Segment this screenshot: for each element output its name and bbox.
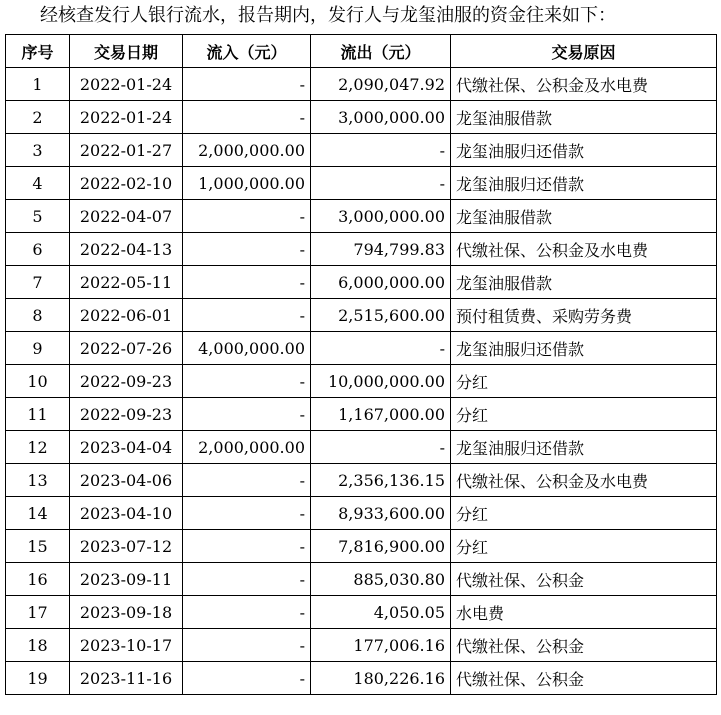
cell-serial-no: 18 xyxy=(6,629,70,662)
cell-outflow: 3,000,000.00 xyxy=(311,200,451,233)
cell-transaction-date: 2022-06-01 xyxy=(70,299,183,332)
cell-transaction-date: 2022-09-23 xyxy=(70,398,183,431)
cell-inflow: - xyxy=(183,464,311,497)
cell-outflow: - xyxy=(311,332,451,365)
table-row xyxy=(6,233,717,266)
cell-reason: 代缴社保、公积金 xyxy=(451,563,717,596)
cell-reason: 代缴社保、公积金及水电费 xyxy=(451,233,717,266)
cell-inflow: - xyxy=(183,365,311,398)
cell-transaction-date: 2022-01-24 xyxy=(70,101,183,134)
table-body xyxy=(6,68,717,695)
cell-reason: 代缴社保、公积金及水电费 xyxy=(451,464,717,497)
cell-inflow: 2,000,000.00 xyxy=(183,431,311,464)
cell-serial-no: 19 xyxy=(6,662,70,695)
cell-transaction-date: 2023-04-06 xyxy=(70,464,183,497)
cell-inflow: - xyxy=(183,266,311,299)
cell-transaction-date: 2023-09-11 xyxy=(70,563,183,596)
cell-inflow: - xyxy=(183,530,311,563)
cell-transaction-date: 2022-09-23 xyxy=(70,365,183,398)
cell-serial-no: 5 xyxy=(6,200,70,233)
cell-reason: 分红 xyxy=(451,365,717,398)
cell-reason: 龙玺油服借款 xyxy=(451,101,717,134)
cell-transaction-date: 2022-01-24 xyxy=(70,68,183,101)
cell-outflow: - xyxy=(311,134,451,167)
cell-serial-no: 8 xyxy=(6,299,70,332)
cell-reason: 代缴社保、公积金及水电费 xyxy=(451,68,717,101)
table-row xyxy=(6,497,717,530)
cell-inflow: - xyxy=(183,398,311,431)
cell-inflow: - xyxy=(183,200,311,233)
intro-paragraph: 经核查发行人银行流水，报告期内，发行人与龙玺油服的资金往来如下： xyxy=(40,5,616,26)
cell-reason: 分红 xyxy=(451,398,717,431)
cell-inflow: 4,000,000.00 xyxy=(183,332,311,365)
cell-reason: 龙玺油服借款 xyxy=(451,266,717,299)
cell-outflow: - xyxy=(311,167,451,200)
cell-inflow: - xyxy=(183,68,311,101)
cell-outflow: - xyxy=(311,431,451,464)
cell-transaction-date: 2023-04-04 xyxy=(70,431,183,464)
header-reason: 交易原因 xyxy=(451,35,717,68)
cell-transaction-date: 2023-09-18 xyxy=(70,596,183,629)
cell-outflow: 794,799.83 xyxy=(311,233,451,266)
cell-serial-no: 15 xyxy=(6,530,70,563)
cell-transaction-date: 2023-07-12 xyxy=(70,530,183,563)
cell-outflow: 1,167,000.00 xyxy=(311,398,451,431)
cell-transaction-date: 2022-07-26 xyxy=(70,332,183,365)
cell-outflow: 180,226.16 xyxy=(311,662,451,695)
cell-outflow: 7,816,900.00 xyxy=(311,530,451,563)
table-row xyxy=(6,530,717,563)
cell-serial-no: 11 xyxy=(6,398,70,431)
cell-reason: 龙玺油服借款 xyxy=(451,200,717,233)
cell-outflow: 2,090,047.92 xyxy=(311,68,451,101)
table-row xyxy=(6,167,717,200)
cell-reason: 龙玺油服归还借款 xyxy=(451,134,717,167)
cell-serial-no: 16 xyxy=(6,563,70,596)
cell-outflow: 177,006.16 xyxy=(311,629,451,662)
cell-serial-no: 14 xyxy=(6,497,70,530)
cell-reason: 代缴社保、公积金 xyxy=(451,662,717,695)
cell-outflow: 10,000,000.00 xyxy=(311,365,451,398)
cell-serial-no: 17 xyxy=(6,596,70,629)
cell-inflow: - xyxy=(183,299,311,332)
table-row xyxy=(6,299,717,332)
cell-serial-no: 13 xyxy=(6,464,70,497)
cell-outflow: 2,515,600.00 xyxy=(311,299,451,332)
cell-outflow: 8,933,600.00 xyxy=(311,497,451,530)
cell-inflow: 2,000,000.00 xyxy=(183,134,311,167)
cell-inflow: - xyxy=(183,233,311,266)
cell-outflow: 4,050.05 xyxy=(311,596,451,629)
table-header-row xyxy=(6,35,717,68)
table-row xyxy=(6,629,717,662)
table-row xyxy=(6,596,717,629)
cell-serial-no: 6 xyxy=(6,233,70,266)
cell-transaction-date: 2022-05-11 xyxy=(70,266,183,299)
table-row xyxy=(6,101,717,134)
cell-inflow: - xyxy=(183,629,311,662)
cell-reason: 龙玺油服归还借款 xyxy=(451,431,717,464)
cell-transaction-date: 2023-10-17 xyxy=(70,629,183,662)
cell-reason: 水电费 xyxy=(451,596,717,629)
cell-reason: 龙玺油服归还借款 xyxy=(451,167,717,200)
cell-transaction-date: 2022-04-07 xyxy=(70,200,183,233)
table-row xyxy=(6,68,717,101)
cell-transaction-date: 2022-02-10 xyxy=(70,167,183,200)
cell-outflow: 3,000,000.00 xyxy=(311,101,451,134)
table-row xyxy=(6,134,717,167)
fund-transfer-table xyxy=(5,34,717,695)
header-outflow: 流出（元） xyxy=(311,35,451,68)
cell-serial-no: 10 xyxy=(6,365,70,398)
cell-inflow: - xyxy=(183,101,311,134)
cell-inflow: - xyxy=(183,497,311,530)
cell-reason: 预付租赁费、采购劳务费 xyxy=(451,299,717,332)
cell-transaction-date: 2022-04-13 xyxy=(70,233,183,266)
cell-serial-no: 7 xyxy=(6,266,70,299)
cell-reason: 代缴社保、公积金 xyxy=(451,629,717,662)
cell-outflow: 6,000,000.00 xyxy=(311,266,451,299)
cell-inflow: - xyxy=(183,662,311,695)
cell-transaction-date: 2023-11-16 xyxy=(70,662,183,695)
cell-serial-no: 1 xyxy=(6,68,70,101)
cell-serial-no: 2 xyxy=(6,101,70,134)
cell-outflow: 2,356,136.15 xyxy=(311,464,451,497)
table-row xyxy=(6,200,717,233)
table-row xyxy=(6,464,717,497)
cell-outflow: 885,030.80 xyxy=(311,563,451,596)
table-row xyxy=(6,365,717,398)
cell-transaction-date: 2022-01-27 xyxy=(70,134,183,167)
cell-reason: 分红 xyxy=(451,497,717,530)
cell-reason: 分红 xyxy=(451,530,717,563)
cell-serial-no: 3 xyxy=(6,134,70,167)
cell-inflow: - xyxy=(183,563,311,596)
cell-serial-no: 4 xyxy=(6,167,70,200)
table-row xyxy=(6,563,717,596)
table-row xyxy=(6,431,717,464)
header-serial-no: 序号 xyxy=(6,35,70,68)
cell-inflow: - xyxy=(183,596,311,629)
table-row xyxy=(6,662,717,695)
cell-serial-no: 12 xyxy=(6,431,70,464)
cell-reason: 龙玺油服归还借款 xyxy=(451,332,717,365)
cell-serial-no: 9 xyxy=(6,332,70,365)
header-inflow: 流入（元） xyxy=(183,35,311,68)
cell-transaction-date: 2023-04-10 xyxy=(70,497,183,530)
table-row xyxy=(6,398,717,431)
cell-inflow: 1,000,000.00 xyxy=(183,167,311,200)
table-row xyxy=(6,332,717,365)
header-transaction-date: 交易日期 xyxy=(70,35,183,68)
table-row xyxy=(6,266,717,299)
